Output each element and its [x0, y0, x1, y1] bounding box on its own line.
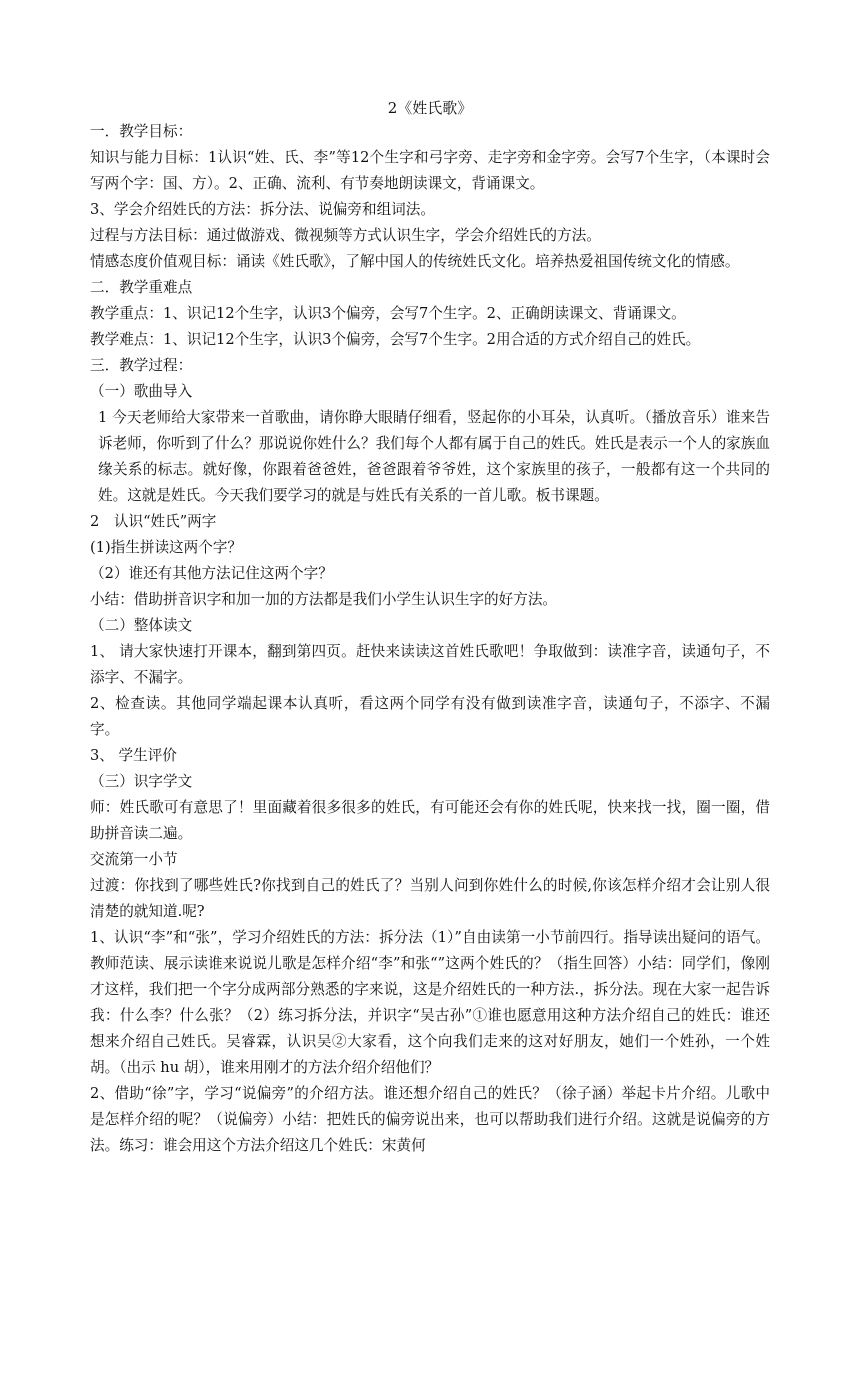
- lesson-title: 2《姓氏歌》: [387, 99, 473, 117]
- song-intro-text: 1 今天老师给大家带来一首歌曲，请你睁大眼睛仔细看，竖起你的小耳朵，认真听。（播放音乐）谁来告诉老师，你听到了什么？那说说你姓什么？我们每个人都有属于自己的姓氏。姓氏是表示一个人的家族血缘关系的标志。就好像，你跟着爸爸姓，爸爸跟着爷爷姓，这个家族里的孩子，一般都有这一个共同的姓。这就是姓氏。今天我们要学习的就是与姓氏有关系的一首儿歌。板书课题。: [98, 409, 770, 504]
- section-literacy: （三）识字学文: [90, 773, 193, 790]
- goal-process-method: 过程与方法目标：通过做游戏、微视频等方式认识生字，学会介绍姓氏的方法。: [90, 227, 601, 244]
- goal-emotion-values: 情感态度价值观目标：诵读《姓氏歌》，了解中国人的传统姓氏文化。培养热爱祖国传统文化的情感。: [90, 253, 740, 270]
- section-whole-reading: （二）整体读文: [90, 617, 193, 634]
- goal-item-3: 3、学会介绍姓氏的方法：拆分法、说偏旁和组词法。: [90, 201, 435, 218]
- method-radical-text: 2、借助“徐”字，学习“说偏旁”的介绍方法。谁还想介绍自己的姓氏？（徐子涵）举起卡片介绍。儿歌中是怎样介绍的呢？（说偏旁）小结：把姓氏的偏旁说出来，也可以帮助我们进行介绍。这就是说偏旁的方法。练习：谁会用这个方法介绍这几个姓氏：宋黄何: [90, 1085, 770, 1154]
- heading-teaching-goals: 一．教学目标：: [90, 123, 193, 140]
- method-split-text: 1、认识“李”和“张”，学习介绍姓氏的方法：拆分法（1）”自由读第一小节前四行。指导读出疑问的语气。教师范读、展示读谁来说说儿歌是怎样介绍“李”和张“”这两个姓氏的？（指生回答）小结：同学们，像刚才这样，我们把一个字分成两部分熟悉的字来说，这是介绍姓氏的一种方法.，拆分法。现在大家一起告诉我：什么李？什么张？（2）练习拆分法，并识字“吴古孙”①谁也愿意用这种方法介绍自己的姓氏：谁还想来介绍自己姓氏。吴睿霖，认识吴②大家看，这个向我们走来的这对好朋友，她们一个姓孙，一个姓胡。（出示 hu 胡），谁来用刚才的方法介绍介绍他们？: [90, 929, 770, 1076]
- goal-knowledge-ability: 知识与能力目标：1认识“姓、氏、李”等12个生字和弓字旁、走字旁和金字旁。会写7个生字，（本课时会写两个字：国、方）。2、正确、流利、有节奏地朗读课文，背诵课文。: [90, 149, 770, 192]
- reading-step-1: 1、 请大家快速打开课本，翻到第四页。赶快来读读这首姓氏歌吧！争取做到：读准字音，读通句子，不添字、不漏字。: [90, 643, 770, 686]
- section-song-intro: （一）歌曲导入: [90, 383, 193, 400]
- transition-text: 过渡：你找到了哪些姓氏?你找到自己的姓氏了？当别人问到你姓什么的时候,你该怎样介绍才会让别人很清楚的就知道.呢?: [90, 877, 770, 920]
- summary-text: 小结：借助拼音识字和加一加的方法都是我们小学生认识生字的好方法。: [90, 591, 558, 608]
- document-page: [90, 97, 770, 1159]
- reading-step-3: 3、 学生评价: [90, 747, 177, 764]
- key-points: 教学重点：1、识记12个生字，认识3个偏旁，会写7个生字。2、正确朗读课文、背诵课文。: [90, 305, 686, 322]
- heading-key-difficult: 二．教学重难点: [90, 279, 193, 296]
- heading-teaching-process: 三．教学过程：: [90, 357, 193, 374]
- step-recognize-characters: 2 认识“姓氏”两字: [90, 513, 217, 530]
- difficult-points: 教学难点：1、识记12个生字，认识3个偏旁，会写7个生字。2用合适的方式介绍自己的姓氏。: [90, 331, 701, 348]
- exchange-first-stanza: 交流第一小节: [90, 851, 178, 868]
- reading-step-2: 2、检查读。其他同学端起课本认真听，看这两个同学有没有做到读准字音，读通句子，不添字、不漏字。: [90, 695, 770, 738]
- step-item-2: （2）谁还有其他方法记住这两个字？: [90, 565, 333, 582]
- teacher-text: 师：姓氏歌可有意思了！里面藏着很多很多的姓氏，有可能还会有你的姓氏呢，快来找一找，圈一圈，借助拼音读二遍。: [90, 799, 770, 842]
- step-item-1: (1)指生拼读这两个字？: [90, 539, 243, 556]
